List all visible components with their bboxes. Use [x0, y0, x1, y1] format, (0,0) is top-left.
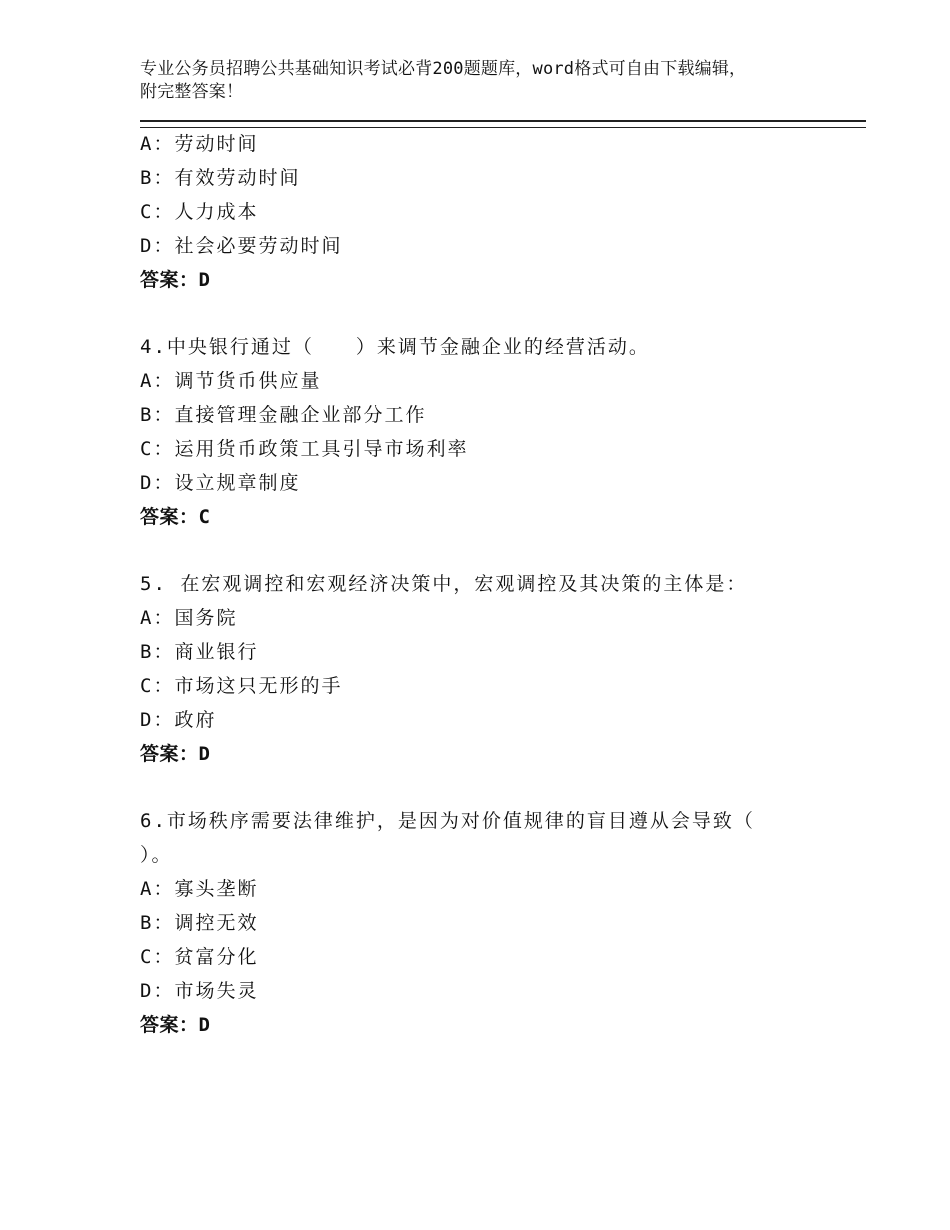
question-stem-line-2: ）。 [140, 844, 173, 866]
option-c: C：贫富分化 [140, 946, 259, 968]
option-b: B：调控无效 [140, 912, 259, 934]
answer: 答案：D [140, 743, 211, 765]
spacer [140, 771, 866, 804]
question-4 [140, 330, 866, 534]
question-stem: 5. 在宏观调控和宏观经济决策中，宏观调控及其决策的主体是： [140, 573, 748, 595]
header-line-2: 附完整答案！ [140, 82, 244, 102]
option-d: D：政府 [140, 709, 217, 731]
answer: 答案：D [140, 269, 211, 291]
option-b: B：商业银行 [140, 641, 259, 663]
option-c: C：运用货币政策工具引导市场利率 [140, 438, 469, 460]
question-stem: 4.中央银行通过（ ）来调节金融企业的经营活动。 [140, 336, 650, 358]
page-header [140, 58, 830, 104]
option-a: A：调节货币供应量 [140, 370, 322, 392]
spacer [140, 534, 866, 567]
option-d: D：市场失灵 [140, 980, 259, 1002]
question-5 [140, 567, 866, 771]
option-d: D：社会必要劳动时间 [140, 235, 343, 257]
answer: 答案：C [140, 506, 211, 528]
header-line-1: 专业公务员招聘公共基础知识考试必背200题题库，word格式可自由下载编辑， [140, 59, 747, 79]
spacer [140, 297, 866, 330]
option-b: B：直接管理金融企业部分工作 [140, 404, 427, 426]
question-stem-line-1: 6.市场秩序需要法律维护，是因为对价值规律的盲目遵从会导致（ [140, 810, 755, 832]
option-c: C：市场这只无形的手 [140, 675, 343, 697]
option-c: C：人力成本 [140, 201, 259, 223]
option-b: B：有效劳动时间 [140, 167, 301, 189]
option-d: D：设立规章制度 [140, 472, 301, 494]
option-a: A：劳动时间 [140, 133, 259, 155]
option-a: A：国务院 [140, 607, 238, 629]
answer: 答案：D [140, 1014, 211, 1036]
question-3 [140, 127, 866, 297]
question-list [140, 127, 866, 1042]
option-a: A：寡头垄断 [140, 878, 259, 900]
question-6 [140, 804, 866, 1042]
